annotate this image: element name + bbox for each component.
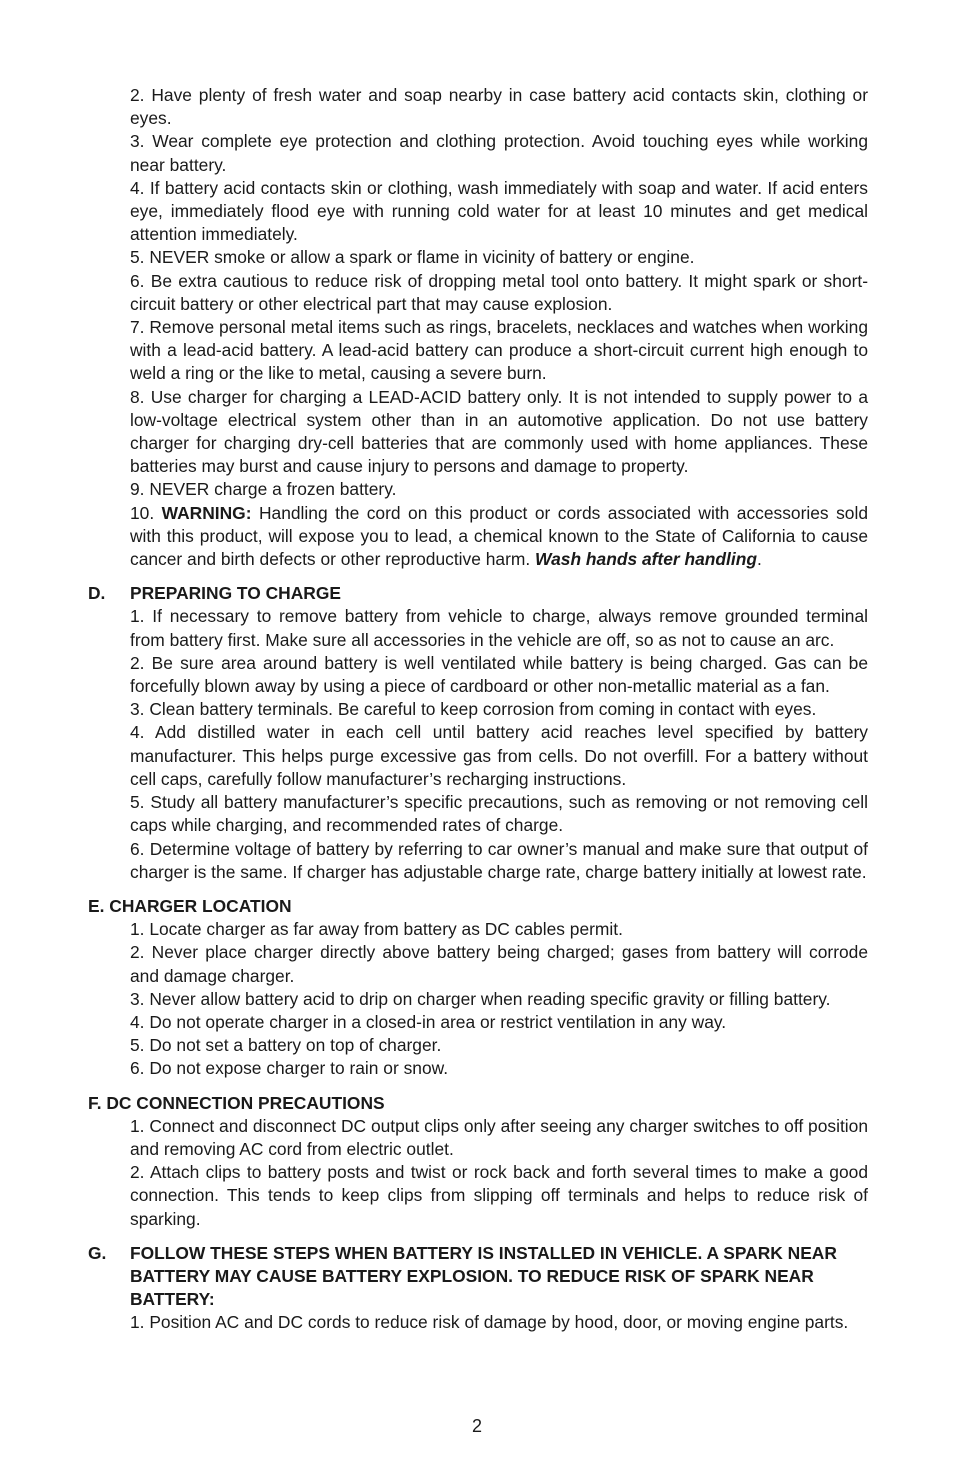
list-item: 4. If battery acid contacts skin or clothing, wash immediately with soap and water. If acid enters eye, immediately flood eye with running cold water for at least 10 minutes and get medical attention immediately. [130,177,868,245]
section-g-letter: G. [88,1242,107,1263]
list-item: 6. Determine voltage of battery by referring to car owner’s manual and make sure that output of charger is the same. If charger has adjustable charge rate, charge battery initially at lowest rate. [130,838,868,882]
list-item: 2. Be sure area around battery is well ventilated while battery is being charged. Gas can be forcefully blown away by using a piece of cardboard or other non-metallic material as a fan. [130,652,868,697]
list-item: 3. Clean battery terminals. Be careful to keep corrosion from coming in contact with eyes. [130,699,817,720]
list-item: 4. Add distilled water in each cell until battery acid reaches level specified by battery manufacturer. This helps purge excessive gas from cells. Do not overfill. For a battery without cell caps, carefully follow manufacturer’s recharging instructions. [130,722,868,789]
section-e-title: E. CHARGER LOCATION [88,895,292,916]
section-g [88,1242,868,1335]
section-g-heading [88,1242,868,1312]
list-item: 1. Locate charger as far away from battery as DC cables permit. [130,919,623,940]
list-item: 3. Wear complete eye protection and clothing protection. Avoid touching eyes while working near battery. [130,131,868,175]
section-f [88,1092,868,1231]
list-item: 6. Do not expose charger to rain or snow. [130,1058,449,1079]
warning-number: 10. [130,502,162,523]
page-number: 2 [471,1416,482,1436]
warning-label: WARNING: [161,502,252,523]
warning-text: Handling the cord on this product or cords associated with accessories sold with this product, will expose you to lead, a chemical known to the State of California to cause cancer and birth defects or other reproductive harm. [130,502,868,570]
list-item: 6. Be extra cautious to reduce risk of dropping metal tool onto battery. It might spark or short-circuit battery or other electrical part that may cause explosion. [130,270,868,314]
list-item: 3. Never allow battery acid to drip on charger when reading specific gravity or filling battery. [130,988,831,1009]
section-e [88,895,868,1081]
list-item: 8. Use charger for charging a LEAD-ACID battery only. It is not intended to supply power to a low-voltage electrical system other than in an automotive application. Do not use battery charger for charging dry-cell batteries that are commonly used with home appliances. These batteries may burst and cause injury to persons and damage to property. [130,386,868,477]
list-item: 1. Connect and disconnect DC output clips only after seeing any charger switches to off position and removing AC cord from electric outlet. [130,1115,868,1159]
list-item: 1. If necessary to remove battery from vehicle to charge, always remove grounded terminal from battery first. Make sure all accessories in the vehicle are off, so as not to cause an arc. [130,606,868,650]
list-item: 7. Remove personal metal items such as rings, bracelets, necklaces and watches when working with a lead-acid battery. A lead-acid battery can produce a short-circuit current high enough to weld a ring or the like to metal, causing a severe burn. [130,317,868,384]
list-item: 5. Do not set a battery on top of charger. [130,1035,442,1056]
intro-list [88,84,868,571]
section-d [88,582,868,884]
warning-item [130,502,868,572]
list-item: 1. Position AC and DC cords to reduce risk of damage by hood, door, or moving engine parts. [130,1312,849,1333]
section-f-title: F. DC CONNECTION PRECAUTIONS [88,1092,385,1113]
list-item: 2. Have plenty of fresh water and soap nearby in case battery acid contacts skin, clothing or eyes. [130,85,868,129]
section-g-title: FOLLOW THESE STEPS WHEN BATTERY IS INSTALLED IN VEHICLE. A SPARK NEAR BATTERY MAY CAUSE BATTERY EXPLOSION. TO REDUCE RISK OF SPARK NEAR BATTERY: [130,1242,837,1310]
list-item: 5. NEVER smoke or allow a spark or flame in vicinity of battery or engine. [130,247,695,268]
list-item: 4. Do not operate charger in a closed-in area or restrict ventilation in any way. [130,1011,727,1032]
page-content [88,84,868,1335]
warning-end: . [756,549,762,570]
warning-emphasis: Wash hands after handling [535,549,757,570]
list-item: 2. Never place charger directly above battery being charged; gases from battery will corrode and damage charger. [130,942,868,986]
section-d-heading [88,582,868,605]
list-item: 9. NEVER charge a frozen battery. [130,479,397,500]
section-d-letter: D. [88,583,106,604]
list-item: 5. Study all battery manufacturer’s specific precautions, such as removing or not removing cell caps while charging, and recommended rates of charge. [130,792,868,836]
list-item: 2. Attach clips to battery posts and twist or rock back and forth several times to make a good connection. This tends to keep clips from slipping off terminals and helps to reduce risk of sparking. [130,1162,868,1229]
section-d-title: PREPARING TO CHARGE [130,583,341,604]
